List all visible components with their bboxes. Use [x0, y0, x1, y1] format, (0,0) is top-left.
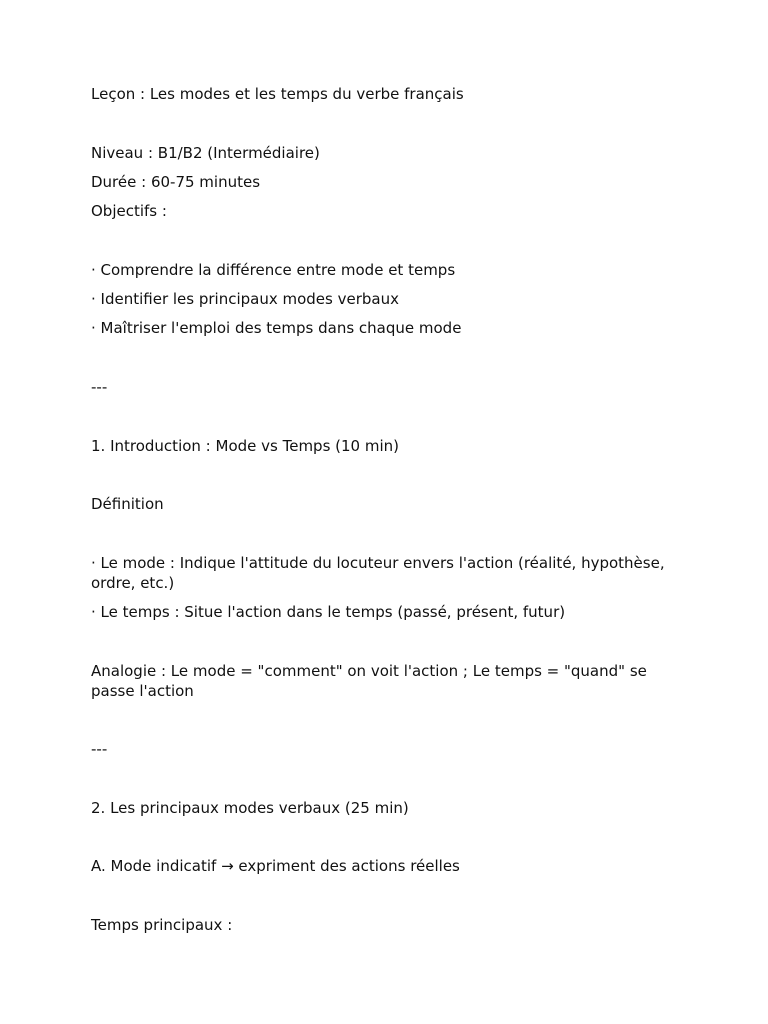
section-heading-introduction: 1. Introduction : Mode vs Temps (10 min) [91, 437, 400, 455]
objectives-label: Objectifs : [91, 202, 167, 220]
section-heading-modes: 2. Les principaux modes verbaux (25 min) [91, 799, 409, 817]
section-separator: --- [91, 378, 108, 396]
main-tenses-label: Temps principaux : [91, 916, 233, 934]
analogy-text: Analogie : Le mode = "comment" on voit l'action ; Le temps = "quand" se passe l'action [91, 662, 647, 700]
objective-item: · Comprendre la différence entre mode et temps [91, 261, 456, 279]
lesson-level: Niveau : B1/B2 (Intermédiaire) [91, 144, 320, 162]
objective-item: · Identifier les principaux modes verbaux [91, 290, 399, 308]
definition-item-mode: · Le mode : Indique l'attitude du locuteur envers l'action (réalité, hypothèse, ordre, etc.) [91, 554, 665, 592]
lesson-document [91, 84, 681, 935]
lesson-title: Leçon : Les modes et les temps du verbe français [91, 85, 464, 103]
definition-label: Définition [91, 495, 164, 513]
subsection-indicatif: A. Mode indicatif → expriment des actions réelles [91, 857, 460, 875]
lesson-duration: Durée : 60-75 minutes [91, 173, 261, 191]
section-separator: --- [91, 740, 108, 758]
definition-item-temps: · Le temps : Situe l'action dans le temps (passé, présent, futur) [91, 603, 566, 621]
objective-item: · Maîtriser l'emploi des temps dans chaque mode [91, 319, 462, 337]
